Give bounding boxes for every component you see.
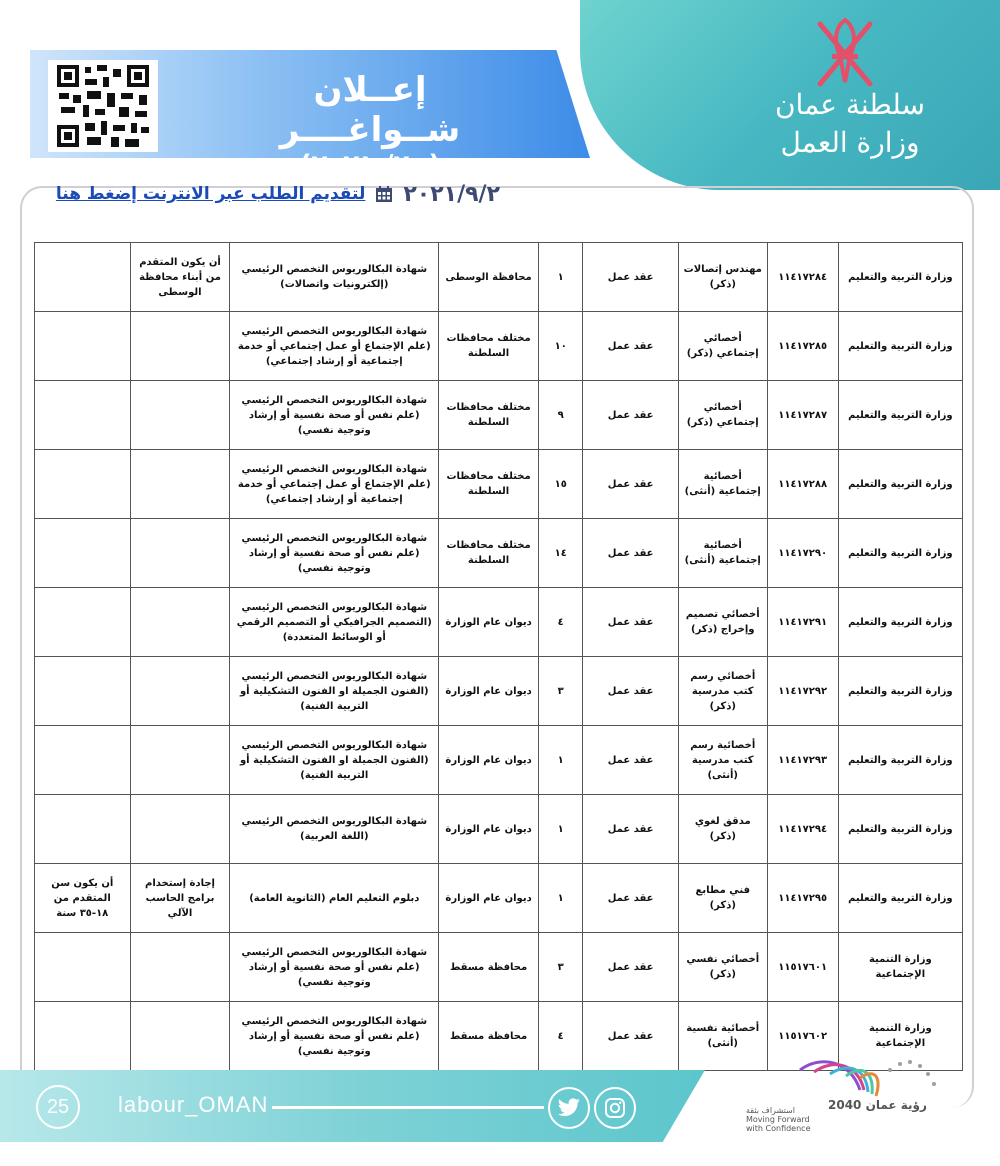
apply-online-link[interactable]: لتقديم الطلب عبر الانترنت إضغط هنا <box>55 184 366 204</box>
table-cell <box>35 1002 131 1071</box>
footer-divider <box>272 1106 544 1109</box>
table-cell: وزارة التربية والتعليم <box>838 519 962 588</box>
table-cell: عقد عمل <box>583 795 678 864</box>
table-cell <box>130 588 230 657</box>
table-cell: ٣ <box>539 933 583 1002</box>
page-number: 25 <box>36 1085 80 1129</box>
table-cell: وزارة التربية والتعليم <box>838 795 962 864</box>
table-cell: شهادة البكالوريوس التخصص الرئيسي (علم نفس أو صحة نفسية أو إرشاد وتوجية نفسي) <box>230 933 439 1002</box>
brand-name: رؤية عمان 2040 <box>828 1098 927 1112</box>
table-cell: أن يكون المتقدم من أبناء محافظة الوسطى <box>130 243 230 312</box>
announcement-title-box <box>220 70 520 180</box>
table-cell: ٣ <box>539 657 583 726</box>
table-cell: ١١٤١٧٢٩٢ <box>767 657 838 726</box>
table-cell: ٤ <box>539 588 583 657</box>
table-cell: أخصائية إجتماعية (أنثى) <box>678 519 767 588</box>
table-cell: ١١٤١٧٢٩٤ <box>767 795 838 864</box>
table-cell: وزارة التربية والتعليم <box>838 726 962 795</box>
table-cell: ديوان عام الوزارة <box>439 657 539 726</box>
table-cell <box>130 381 230 450</box>
table-cell: عقد عمل <box>583 312 678 381</box>
sultanate-name: سلطنة عمان <box>774 88 926 121</box>
table-cell <box>35 795 131 864</box>
table-cell: أخصائية إجتماعية (أنثى) <box>678 450 767 519</box>
table-cell: ١١٤١٧٢٩٥ <box>767 864 838 933</box>
table-cell <box>130 795 230 864</box>
table-cell: مختلف محافظات السلطنة <box>439 312 539 381</box>
table-cell: شهادة البكالوريوس التخصص الرئيسي (الفنون الجميلة او الفنون التشكيلية أو التربية الفنية) <box>230 726 439 795</box>
table-cell: ديوان عام الوزارة <box>439 864 539 933</box>
table-cell <box>35 657 131 726</box>
announcement-title: إعــلان شــواغــــر <box>279 70 461 150</box>
table-cell: شهادة البكالوريوس التخصص الرئيسي (إلكترونيات واتصالات) <box>230 243 439 312</box>
table-cell <box>35 312 131 381</box>
table-cell <box>35 933 131 1002</box>
table-cell: شهادة البكالوريوس التخصص الرئيسي (علم الإجتماع أو عمل إجتماعي أو خدمة إجتماعية أو إرشاد إجتماعي) <box>230 312 439 381</box>
table-cell: محافظة الوسطى <box>439 243 539 312</box>
table-cell <box>130 450 230 519</box>
table-cell: وزارة التربية والتعليم <box>838 312 962 381</box>
calendar-icon <box>375 185 393 203</box>
table-cell: عقد عمل <box>583 450 678 519</box>
table-cell: ١١٤١٧٢٨٧ <box>767 381 838 450</box>
table-cell: ١١٤١٧٢٩١ <box>767 588 838 657</box>
vacancies-table-body <box>35 243 963 1071</box>
table-cell: عقد عمل <box>583 864 678 933</box>
table-cell: مهندس إتصالات (ذكر) <box>678 243 767 312</box>
table-cell: أخصائي رسم كتب مدرسية (ذكر) <box>678 657 767 726</box>
table-cell <box>130 519 230 588</box>
table-row <box>35 381 963 450</box>
table-cell <box>35 726 131 795</box>
table-cell: ديوان عام الوزارة <box>439 726 539 795</box>
table-cell: إجادة إستخدام برامج الحاسب الآلي <box>130 864 230 933</box>
table-cell: شهادة البكالوريوس التخصص الرئيسي (علم نفس أو صحة نفسية أو إرشاد وتوجية نفسي) <box>230 519 439 588</box>
table-cell: أخصائي إجتماعي (ذكر) <box>678 312 767 381</box>
table-cell: دبلوم التعليم العام (الثانوية العامة) <box>230 864 439 933</box>
table-row <box>35 726 963 795</box>
oman-emblem-icon <box>810 14 880 94</box>
table-cell: وزارة التربية والتعليم <box>838 657 962 726</box>
table-cell <box>130 1002 230 1071</box>
table-cell: مدقق لغوي (ذكر) <box>678 795 767 864</box>
table-cell: ٤ <box>539 1002 583 1071</box>
apply-row <box>40 178 500 210</box>
table-cell: أخصائي تصميم وإخراج (ذكر) <box>678 588 767 657</box>
table-row <box>35 933 963 1002</box>
table-cell: وزارة التنمية الإجتماعية <box>838 933 962 1002</box>
social-handle[interactable]: labour_OMAN <box>118 1092 269 1117</box>
table-cell: عقد عمل <box>583 243 678 312</box>
table-cell: ١١٤١٧٢٩٣ <box>767 726 838 795</box>
announcement-number: (م٧/ ٢٠٢١) <box>299 150 441 180</box>
table-cell: ١١٤١٧٢٩٠ <box>767 519 838 588</box>
table-cell <box>130 726 230 795</box>
table-row <box>35 657 963 726</box>
vacancies-table <box>34 242 963 1071</box>
table-cell: أخصائي نفسي (ذكر) <box>678 933 767 1002</box>
table-cell: شهادة البكالوريوس التخصص الرئيسي (الفنون الجميلة او الفنون التشكيلية أو التربية الفنية) <box>230 657 439 726</box>
ministry-logo-text <box>760 86 940 162</box>
table-cell: محافظة مسقط <box>439 933 539 1002</box>
table-cell: ١ <box>539 726 583 795</box>
table-cell: ديوان عام الوزارة <box>439 795 539 864</box>
table-cell: أن يكون سن المتقدم من ١٨-٣٥ سنة <box>35 864 131 933</box>
table-cell: ١ <box>539 864 583 933</box>
table-cell: فني مطابع (ذكر) <box>678 864 767 933</box>
table-cell: ١١٤١٧٢٨٥ <box>767 312 838 381</box>
table-cell: شهادة البكالوريوس التخصص الرئيسي (علم الإجتماع أو عمل إجتماعي أو خدمة إجتماعية أو إرشاد إجتماعي) <box>230 450 439 519</box>
table-cell <box>35 588 131 657</box>
table-cell: أخصائي إجتماعي (ذكر) <box>678 381 767 450</box>
ministry-name: وزارة العمل <box>780 126 920 159</box>
table-cell: شهادة البكالوريوس التخصص الرئيسي (علم نفس أو صحة نفسية أو إرشاد وتوجية نفسي) <box>230 381 439 450</box>
table-cell <box>35 381 131 450</box>
table-cell: ديوان عام الوزارة <box>439 588 539 657</box>
table-cell: عقد عمل <box>583 726 678 795</box>
table-cell: ١١٥١٧٦٠٢ <box>767 1002 838 1071</box>
table-cell: ١١٤١٧٢٨٨ <box>767 450 838 519</box>
qr-code-icon[interactable] <box>48 60 158 152</box>
table-row <box>35 519 963 588</box>
table-row <box>35 795 963 864</box>
table-cell: وزارة التربية والتعليم <box>838 243 962 312</box>
table-cell: عقد عمل <box>583 657 678 726</box>
table-cell <box>130 312 230 381</box>
table-row <box>35 243 963 312</box>
table-cell: شهادة البكالوريوس التخصص الرئيسي (التصميم الجرافيكي أو التصميم الرقمي أو الوسائط المتعددة) <box>230 588 439 657</box>
table-cell: ٩ <box>539 381 583 450</box>
table-cell: وزارة التربية والتعليم <box>838 450 962 519</box>
table-cell: ١٠ <box>539 312 583 381</box>
table-cell: عقد عمل <box>583 588 678 657</box>
table-cell <box>130 657 230 726</box>
brand-subtext: استشراف بثقة Moving Forward with Confidence <box>746 1106 811 1133</box>
table-cell: ١٤ <box>539 519 583 588</box>
table-cell: عقد عمل <box>583 933 678 1002</box>
table-row <box>35 312 963 381</box>
table-cell <box>35 519 131 588</box>
table-cell <box>35 243 131 312</box>
table-cell: ١١٤١٧٢٨٤ <box>767 243 838 312</box>
table-cell: شهادة البكالوريوس التخصص الرئيسي (علم نفس أو صحة نفسية أو إرشاد وتوجية نفسي) <box>230 1002 439 1071</box>
table-cell: مختلف محافظات السلطنة <box>439 519 539 588</box>
table-row <box>35 864 963 933</box>
table-cell: وزارة التربية والتعليم <box>838 864 962 933</box>
table-cell: مختلف محافظات السلطنة <box>439 450 539 519</box>
table-cell: مختلف محافظات السلطنة <box>439 381 539 450</box>
vacancies-table-wrap <box>34 242 963 1071</box>
table-cell: محافظة مسقط <box>439 1002 539 1071</box>
table-cell: أخصائية رسم كتب مدرسية (أنثى) <box>678 726 767 795</box>
table-cell: وزارة التربية والتعليم <box>838 381 962 450</box>
table-cell: ١١٥١٧٦٠١ <box>767 933 838 1002</box>
table-cell: وزارة التربية والتعليم <box>838 588 962 657</box>
table-cell: عقد عمل <box>583 1002 678 1071</box>
table-row <box>35 588 963 657</box>
twitter-icon[interactable] <box>548 1087 590 1129</box>
table-cell: عقد عمل <box>583 519 678 588</box>
closing-date: ٢٠٢١/٩/٢ <box>403 181 500 207</box>
table-cell: أخصائية نفسية (أنثى) <box>678 1002 767 1071</box>
table-cell: وزارة التنمية الإجتماعية <box>838 1002 962 1071</box>
table-row <box>35 450 963 519</box>
table-cell <box>35 450 131 519</box>
table-cell: ١٥ <box>539 450 583 519</box>
table-cell: ١ <box>539 243 583 312</box>
instagram-icon[interactable] <box>594 1087 636 1129</box>
table-cell: ١ <box>539 795 583 864</box>
table-cell <box>130 933 230 1002</box>
table-cell: عقد عمل <box>583 381 678 450</box>
table-cell: شهادة البكالوريوس التخصص الرئيسي (اللغة العربية) <box>230 795 439 864</box>
